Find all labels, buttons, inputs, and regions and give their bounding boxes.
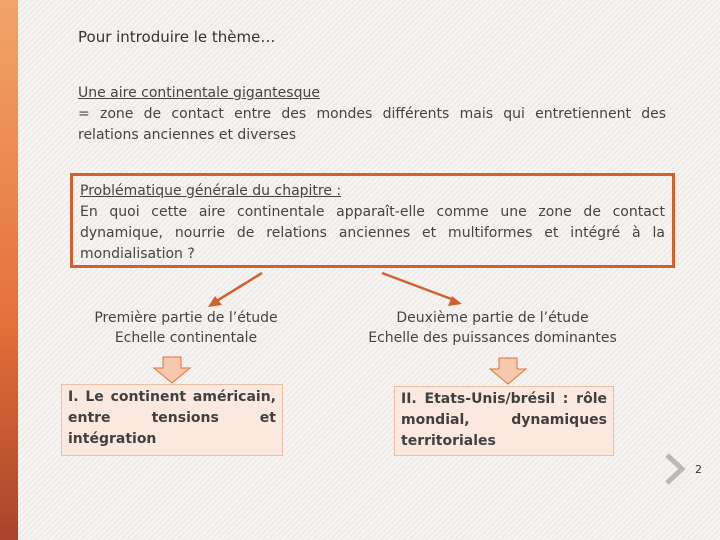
part2-line1: Deuxième partie de l’étude xyxy=(396,310,589,326)
right-diagonal-arrowhead xyxy=(448,296,462,306)
intro-text: = zone de contact entre des mondes différents mais qui entretiennent des relations anciennes et diverses xyxy=(78,106,666,143)
left-accent-bar xyxy=(0,0,18,540)
part2-line2: Echelle des puissances dominantes xyxy=(368,330,617,346)
intro-block xyxy=(78,83,666,146)
problem-text: En quoi cette aire continentale apparaît-elle comme une zone de contact dynamique, nourrie de relations anciennes et multiformes et intégré à la mondialisation ? xyxy=(80,204,665,262)
slide-title: Pour introduire le thème… xyxy=(78,28,276,46)
part1-box: I. Le continent américain, entre tensions et intégration xyxy=(61,384,283,456)
right-down-block-arrow xyxy=(490,358,526,384)
left-diagonal-arrowhead xyxy=(208,296,222,307)
part2-label xyxy=(355,308,630,348)
part1-line1: Première partie de l’étude xyxy=(94,310,278,326)
left-diagonal-arrow xyxy=(215,273,262,302)
part1-label xyxy=(80,308,292,348)
problem-box xyxy=(70,173,675,268)
intro-heading: Une aire continentale gigantesque xyxy=(78,85,320,101)
left-down-block-arrow xyxy=(154,357,190,383)
problem-heading: Problématique générale du chapitre : xyxy=(80,183,342,199)
next-chevron-icon[interactable] xyxy=(662,452,688,486)
part1-line2: Echelle continentale xyxy=(114,330,258,346)
right-diagonal-arrow xyxy=(382,273,454,300)
part2-box: II. Etats-Unis/brésil : rôle mondial, dynamiques territoriales xyxy=(394,386,614,456)
page-number: 2 xyxy=(695,463,702,476)
